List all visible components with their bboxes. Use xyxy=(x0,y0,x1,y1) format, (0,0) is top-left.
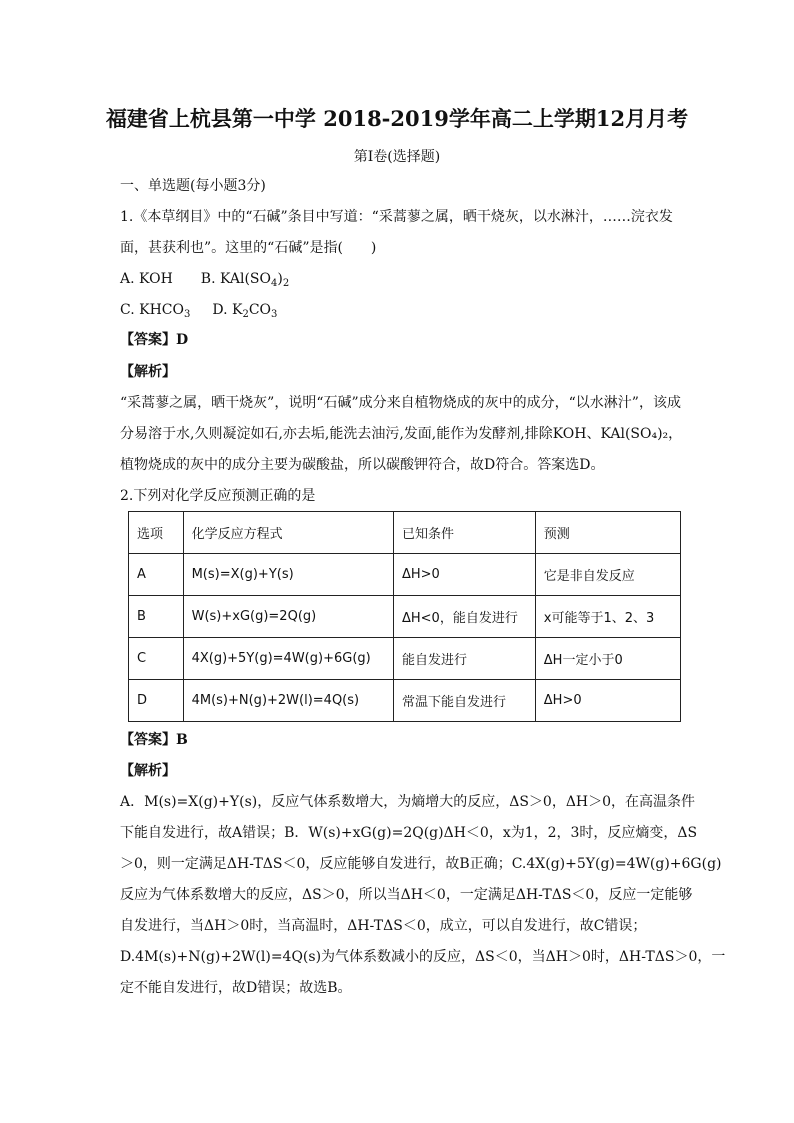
table-cell: W(s)+xG(g)=2Q(g) xyxy=(183,596,393,638)
q1-stem-line-2: 面，甚获利也”。这里的“石碱”是指( ) xyxy=(120,240,377,256)
table-header-row xyxy=(129,512,681,554)
q2-analysis-label: 【解析】 xyxy=(120,763,176,779)
q1-stem-line-1: 1.《本草纲目》中的“石碱”条目中写道：“采蒿蓼之属，晒干烧灰，以水淋汁，……浣衣发 xyxy=(120,209,673,225)
table-cell: A xyxy=(129,554,184,596)
q2-stem: 2.下列对化学反应预测正确的是 xyxy=(120,488,316,504)
q2-analysis-line-3: ＞0，则一定满足ΔH-TΔS＜0，反应能够自发进行，故B正确；C.4X(g)+5Y(g)=4W(g)+6G(g) xyxy=(120,856,722,872)
table-header-cell: 预测 xyxy=(535,512,680,554)
q1-analysis-line-2: 分易溶于水,久则凝淀如石,亦去垢,能洗去油污,发面,能作为发酵剂,排除KOH、KAl(SO₄)₂， xyxy=(120,426,683,442)
volume-subtitle: 第I卷(选择题) xyxy=(353,149,441,165)
table-cell: B xyxy=(129,596,184,638)
table-cell: D xyxy=(129,680,184,722)
table-cell: ΔH一定小于0 xyxy=(535,638,680,680)
q1-analysis-line-1: “采蒿蓼之属，晒干烧灰”，说明“石碱”成分来自植物烧成的灰中的成分，“以水淋汁”，该成 xyxy=(120,395,681,411)
q1-option-a: A. KOH xyxy=(120,271,173,287)
table-header-cell: 已知条件 xyxy=(394,512,536,554)
table-cell: 它是非自发反应 xyxy=(535,554,680,596)
q2-analysis-line-2: 下能自发进行，故A错误；B．W(s)+xG(g)=2Q(g)ΔH＜0，x为1，2，3时，反应熵变，ΔS xyxy=(120,825,698,841)
q1-analysis-label: 【解析】 xyxy=(120,364,176,380)
table-cell: C xyxy=(129,638,184,680)
q1-analysis-line-3: 植物烧成的灰中的成分主要为碳酸盐，所以碳酸钾符合，故D符合。答案选D。 xyxy=(120,457,605,473)
q2-answer: 【答案】B xyxy=(120,732,188,748)
table-row xyxy=(129,554,681,596)
q1-option-d: D. $K_2CO_3$ xyxy=(212,302,278,320)
section-heading: 一、单选题(每小题3分) xyxy=(120,178,266,194)
table-cell: 能自发进行 xyxy=(394,638,536,680)
q2-analysis-line-1: A．M(s)=X(g)+Y(s)，反应气体系数增大，为熵增大的反应，ΔS＞0，ΔH＞0，在高温条件 xyxy=(120,794,696,810)
q2-analysis-line-4: 反应为气体系数增大的反应，ΔS＞0，所以当ΔH＜0，一定满足ΔH-TΔS＜0，反应一定能够 xyxy=(120,887,693,903)
table-cell: x可能等于1、2、3 xyxy=(535,596,680,638)
table-row xyxy=(129,596,681,638)
q2-analysis-line-7: 定不能自发进行，故D错误；故选B。 xyxy=(120,980,352,996)
q1-option-c: C. $KHCO_3$ xyxy=(120,302,191,320)
q2-options-table xyxy=(128,511,681,722)
table-cell: M(s)=X(g)+Y(s) xyxy=(183,554,393,596)
q1-answer: 【答案】D xyxy=(120,332,189,348)
q1-options-cd xyxy=(120,300,680,320)
table-header-cell: 选项 xyxy=(129,512,184,554)
table-cell: 4M(s)+N(g)+2W(l)=4Q(s) xyxy=(183,680,393,722)
q2-analysis-line-5: 自发进行，当ΔH＞0时，当高温时，ΔH-TΔS＜0，成立，可以自发进行，故C错误； xyxy=(120,918,647,934)
table-row xyxy=(129,638,681,680)
table-cell: 常温下能自发进行 xyxy=(394,680,536,722)
q1-options-ab xyxy=(120,269,680,289)
table-header-cell: 化学反应方程式 xyxy=(183,512,393,554)
table-cell: ΔH<0，能自发进行 xyxy=(394,596,536,638)
q1-option-b: B. $KAl(SO_4)_2$ xyxy=(200,271,290,289)
table-cell: ΔH>0 xyxy=(394,554,536,596)
q2-analysis-line-6: D.4M(s)+N(g)+2W(l)=4Q(s)为气体系数减小的反应，ΔS＜0，当ΔH＞0时，ΔH-TΔS＞0，一 xyxy=(120,949,726,965)
table-row xyxy=(129,680,681,722)
table-cell: 4X(g)+5Y(g)=4W(g)+6G(g) xyxy=(183,638,393,680)
table-cell: ΔH>0 xyxy=(535,680,680,722)
document-title: 福建省上杭县第一中学 2018-2019学年高二上学期12月月考 xyxy=(105,106,689,131)
